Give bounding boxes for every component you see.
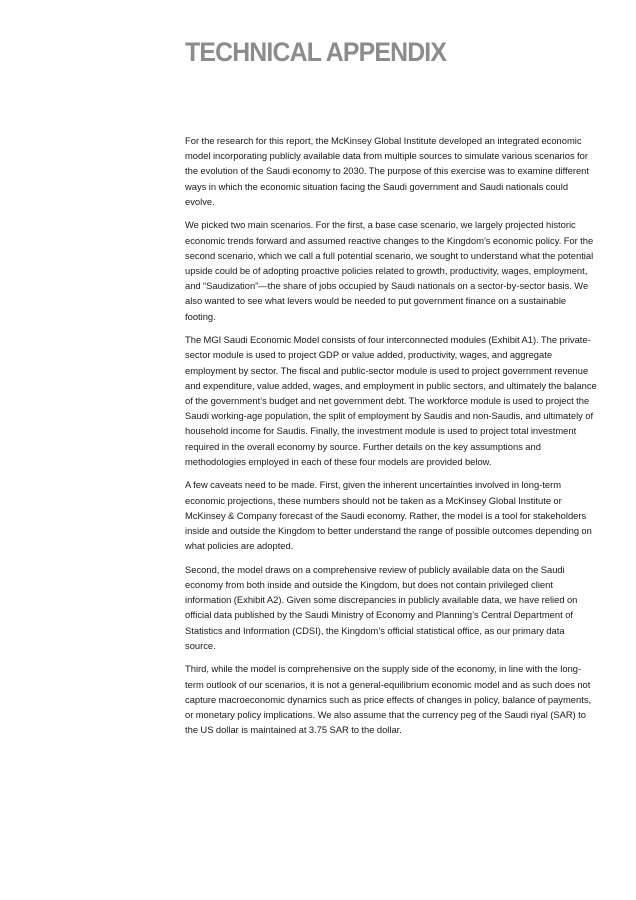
page-title: TECHNICAL APPENDIX <box>185 37 447 67</box>
paragraph-research-overview: For the research for this report, the McKinsey Global Institute developed an integrated economic model incorporating publicly available data from multiple sources to simulate various scenarios for the evolution of the Saudi economy to 2030. The purpose of this exercise was to examine different ways in which the economic situation facing the Saudi government and Saudi nationals could evolve. <box>185 135 589 207</box>
paragraph-model-modules: The MGI Saudi Economic Model consists of four interconnected modules (Exhibit A1). The private-sector module is used to project GDP or value added, productivity, wages, and aggregate employment by sector. The fiscal and public-sector module is used to project government revenue and expenditure, value added, wages, and employment in public sectors, and ultimately the balance of the government’s budget and net government debt. The workforce module is used to project the Saudi working-age population, the split of employment by Saudis and non-Saudis, and ultimately of household income for Saudis. Finally, the investment module is used to project total investment required in the overall economy by source. Further details on the key assumptions and methodologies employed in each of these four models are provided below. <box>185 334 597 467</box>
paragraph-scenarios: We picked two main scenarios. For the first, a base case scenario, we largely projected historic economic trends forward and assumed reactive changes to the Kingdom’s economic policy. For the second scenario, which we call a full potential scenario, we sought to understand what the potential upside could be of adopting proactive policies related to growth, productivity, wages, employment, and “Saudization”—the share of jobs occupied by Saudi nationals on a sector-by-sector basis. We also wanted to see what levers would be needed to put government finance on a sustainable footing. <box>185 219 594 322</box>
paragraph-data-sources: Second, the model draws on a comprehensive review of publicly available data on the Saudi economy from both inside and outside the Kingdom, but does not contain privileged client information (Exhibit A2). Given some discrepancies in publicly available data, we have relied on official data published by the Saudi Ministry of Economy and Planning’s Central Department of Statistics and Information (CDSI), the Kingdom’s official statistical office, as our primary data source. <box>185 563 578 651</box>
paragraph-model-limitations: Third, while the model is comprehensive on the supply side of the economy, in line with the long-term outlook of our scenarios, it is not a general-equilibrium economic model and as such does not capture macroeconomic dynamics such as price effects of changes in policy, balance of payments, or monetary policy implications. We also assume that the currency peg of the Saudi riyal (SAR) to the US dollar is maintained at 3.75 SAR to the dollar. <box>185 663 592 736</box>
paragraph-caveats: A few caveats need to be made. First, given the inherent uncertainties involved in long-term economic projections, these numbers should not be taken as a McKinsey Global Institute or McKinsey & Company forecast of the Saudi economy. Rather, the model is a tool for stakeholders inside and outside the Kingdom to better understand the range of possible outcomes depending on what policies are adopted. <box>185 479 592 552</box>
body-text <box>185 133 597 746</box>
